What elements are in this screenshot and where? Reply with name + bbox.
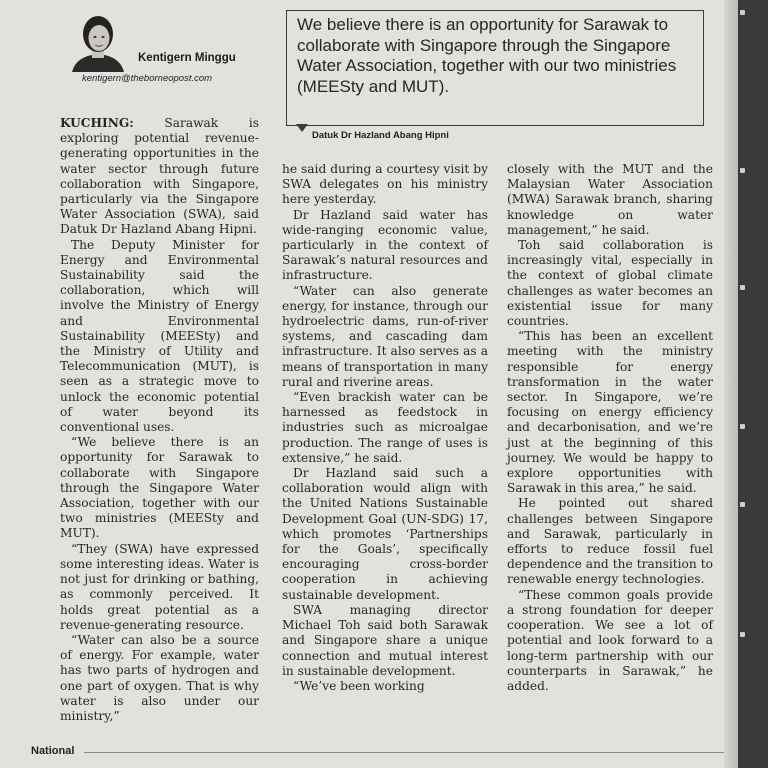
article-paragraph: “These common goals provide a strong foundation for deeper cooperation. We see a lot of potential and look forward to a long-term partnership with our counterparts in Sarawak,” he added. [507,587,713,693]
article-paragraph: “We believe there is an opportunity for Sarawak to collaborate with Singapore through the Singapore Water Association, together with our two ministries (MEESty and MUT). [60,435,259,541]
article-paragraph: he said during a courtesy visit by SWA delegates on his ministry here yesterday. [282,162,488,207]
footer-rule [84,752,724,753]
author-photo [62,10,134,72]
dateline: KUCHING: [60,116,134,130]
quote-pointer [296,124,308,132]
pull-quote-text: We believe there is an opportunity for Sarawak to collaborate with Singapore through the Singapore Water Association, together with our two ministries (MEESty and MUT). [297,15,677,96]
article-paragraph: “This has been an excellent meeting with the ministry responsible for energy transformation in the water sector. In Singapore, we’re focusing on energy efficiency and decarbonisation, and we’re just at the beginning of this journey. We would be happy to explore opportunities with Sarawak in this area,” he said. [507,329,713,496]
edge-mark [740,424,745,429]
edge-mark [740,10,745,15]
article-paragraph: “We’ve been working [293,678,425,693]
article-column-3 [507,162,713,694]
edge-mark [740,502,745,507]
pull-quote-box [286,10,704,126]
author-name: Kentigern Minggu [138,52,236,64]
article-paragraph: Toh said collaboration is increasingly vital, especially in the context of global climate challenges as water becomes an existential issue for many countries. [507,238,713,329]
article-column-2 [282,162,488,694]
section-label: National [31,745,75,757]
article-paragraph: Dr Hazland said such a collaboration would align with the United Nations Sustainable Development Goal (UN-SDG) 17, which promotes ‘Partnerships for the Goals’, specifically encouraging cross-border cooperation in achieving sustainable development. [282,466,488,602]
article-paragraph: He pointed out shared challenges between Singapore and Sarawak, particularly in efforts to reduce fossil fuel dependence and the transition to renewable energy technologies. [507,496,713,587]
article-paragraph: KUCHING: Sarawak is exploring potential revenue-generating opportunities in the water sector through future collaboration with Singapore, particularly via the Singapore Water Association (SWA), said Datuk Dr Hazland Abang Hipni. [60,116,259,237]
edge-mark [740,168,745,173]
page-fold-shadow [724,0,738,768]
article-paragraph: closely with the MUT and the Malaysian Water Association (MWA) Sarawak branch, sharing knowledge on water management,” he said. [507,162,713,237]
article-paragraph: “Water can also be a source of energy. For example, water has two parts of hydrogen and one part of oxygen. That is why water is also under our ministry,” [60,632,259,723]
article-paragraph: “Water can also generate energy, for instance, through our hydroelectric dams, run-of-river systems, and cascading dam infrastructure. It also serves as a means of transportation in many rural and riverine areas. [282,283,488,389]
article-paragraph: “Even brackish water can be harnessed as feedstock in industries such as microalgae production. The range of uses is extensive,” he said. [282,390,488,465]
edge-mark [740,285,745,290]
author-email: kentigern@theborneopost.com [82,73,213,84]
edge-mark [740,632,745,637]
article-paragraph: The Deputy Minister for Energy and Environmental Sustainability said the collaboration, which will involve the Ministry of Energy and Environmental Sustainability (MEESty) and the Ministry of Utility and Telecommunication (MUT), is seen as a strategic move to unlock the economic potential of water beyond its conventional uses. [60,237,259,435]
article-paragraph: SWA managing director Michael Toh said both Sarawak and Singapore share a unique connection and mutual interest in sustainable development. [282,602,488,678]
article-paragraph: “They (SWA) have expressed some interesting ideas. Water is not just for drinking or bathing, as commonly perceived. It holds great potential as a revenue-generating resource. [60,541,259,632]
article-paragraph: Dr Hazland said water has wide-ranging economic value, particularly in the context of Sarawak’s natural resources and infrastructure. [282,207,488,283]
adjacent-page-edge [738,0,768,768]
pull-quote-attribution: Datuk Dr Hazland Abang Hipni [312,130,449,141]
article-column-1 [60,116,259,724]
